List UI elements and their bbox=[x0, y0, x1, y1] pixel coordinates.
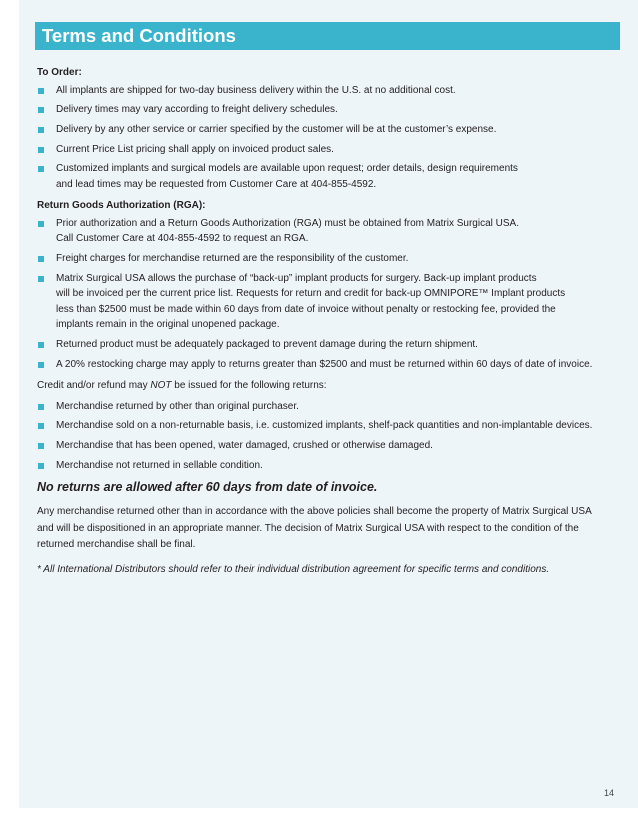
bullet-square-icon bbox=[38, 276, 44, 282]
list-item-line: Freight charges for merchandise returned are the responsibility of the customer. bbox=[56, 252, 409, 264]
list-item-line: will be invoiced per the current price list. Requests for return and credit for back-up OMNIPORE™ Implant products bbox=[56, 288, 566, 300]
bullet-square-icon bbox=[38, 423, 44, 429]
to-order-heading: To Order: bbox=[37, 67, 82, 78]
page-title: Terms and Conditions bbox=[35, 22, 620, 50]
list-item-line: Customized implants and surgical models are available upon request; order details, design requirements bbox=[56, 163, 518, 175]
bullet-square-icon bbox=[38, 221, 44, 227]
terms-content bbox=[37, 65, 617, 577]
bullet-square-icon bbox=[38, 342, 44, 348]
list-item-line: Delivery by any other service or carrier specified by the customer will be at the customer’s expense. bbox=[56, 123, 497, 135]
bullet-square-icon bbox=[38, 404, 44, 410]
list-item-line: All implants are shipped for two-day business delivery within the U.S. at no additional cost. bbox=[56, 84, 456, 96]
list-item bbox=[37, 271, 617, 333]
paragraph-line: returned merchandise shall be final. bbox=[37, 539, 196, 551]
bullet-square-icon bbox=[38, 256, 44, 262]
list-item-line: Merchandise not returned in sellable condition. bbox=[56, 459, 263, 471]
credit-intro-text-end: be issued for the following returns: bbox=[171, 380, 327, 391]
credit-list bbox=[37, 399, 617, 474]
list-item bbox=[37, 161, 617, 192]
paragraph-line: and will be dispositioned in an appropriate manner. The decision of Matrix Surgical USA with respect to the condition of the bbox=[37, 522, 579, 534]
list-item-line: and lead times may be requested from Customer Care at 404-855-4592. bbox=[56, 178, 377, 190]
list-item bbox=[37, 399, 617, 415]
bullet-square-icon bbox=[38, 443, 44, 449]
list-item-line: implants remain in the original unopened package. bbox=[56, 319, 280, 331]
list-item-line: Merchandise returned by other than original purchaser. bbox=[56, 400, 299, 412]
list-item-line: Returned product must be adequately packaged to prevent damage during the return shipment. bbox=[56, 338, 478, 350]
list-item bbox=[37, 357, 617, 373]
list-item-line: Merchandise sold on a non-returnable basis, i.e. customized implants, shelf-pack quantities and non-implantable devices. bbox=[56, 420, 593, 432]
list-item-line: Call Customer Care at 404-855-4592 to request an RGA. bbox=[56, 233, 309, 245]
bullet-square-icon bbox=[38, 463, 44, 469]
page-number: 14 bbox=[603, 788, 614, 798]
bullet-square-icon bbox=[38, 107, 44, 113]
list-item-line: Delivery times may vary according to freight delivery schedules. bbox=[56, 104, 338, 116]
no-returns-callout: No returns are allowed after 60 days from date of invoice. bbox=[37, 480, 378, 495]
list-item-line: less than $2500 must be made within 60 days from date of invoice without penalty or restocking fee, provided the bbox=[56, 303, 556, 315]
list-item-line: A 20% restocking charge may apply to returns greater than $2500 and must be returned within 60 days of date of invoice. bbox=[56, 358, 593, 370]
list-item bbox=[37, 438, 617, 454]
bullet-square-icon bbox=[38, 127, 44, 133]
paragraph-line: Any merchandise returned other than in accordance with the above policies shall become the property of Matrix Surgical USA bbox=[37, 506, 592, 518]
international-footnote: * All International Distributors should refer to their individual distribution agreement for specific terms and conditions. bbox=[37, 563, 550, 575]
list-item-line: Merchandise that has been opened, water damaged, crushed or otherwise damaged. bbox=[56, 439, 433, 451]
to-order-list bbox=[37, 83, 617, 193]
list-item-line: Current Price List pricing shall apply on invoiced product sales. bbox=[56, 143, 334, 155]
list-item bbox=[37, 418, 617, 434]
rga-heading: Return Goods Authorization (RGA): bbox=[37, 200, 206, 212]
credit-intro bbox=[37, 378, 617, 394]
list-item-line: Matrix Surgical USA allows the purchase of “back-up” implant products for surgery. Back-up implant products bbox=[56, 272, 537, 284]
list-item-line: Prior authorization and a Return Goods Authorization (RGA) must be obtained from Matrix Surgical USA. bbox=[56, 217, 519, 229]
list-item bbox=[37, 122, 617, 138]
rga-list bbox=[37, 216, 617, 372]
bullet-square-icon bbox=[38, 88, 44, 94]
bullet-square-icon bbox=[38, 362, 44, 368]
list-item bbox=[37, 142, 617, 158]
credit-intro-emphasis: NOT bbox=[150, 380, 172, 391]
list-item bbox=[37, 216, 617, 247]
list-item bbox=[37, 102, 617, 118]
closing-paragraph bbox=[37, 504, 617, 554]
credit-intro-text: Credit and/or refund may bbox=[37, 380, 151, 391]
bullet-square-icon bbox=[38, 147, 44, 153]
bullet-square-icon bbox=[38, 166, 44, 172]
list-item bbox=[37, 83, 617, 99]
list-item bbox=[37, 337, 617, 353]
list-item bbox=[37, 458, 617, 474]
list-item bbox=[37, 251, 617, 267]
